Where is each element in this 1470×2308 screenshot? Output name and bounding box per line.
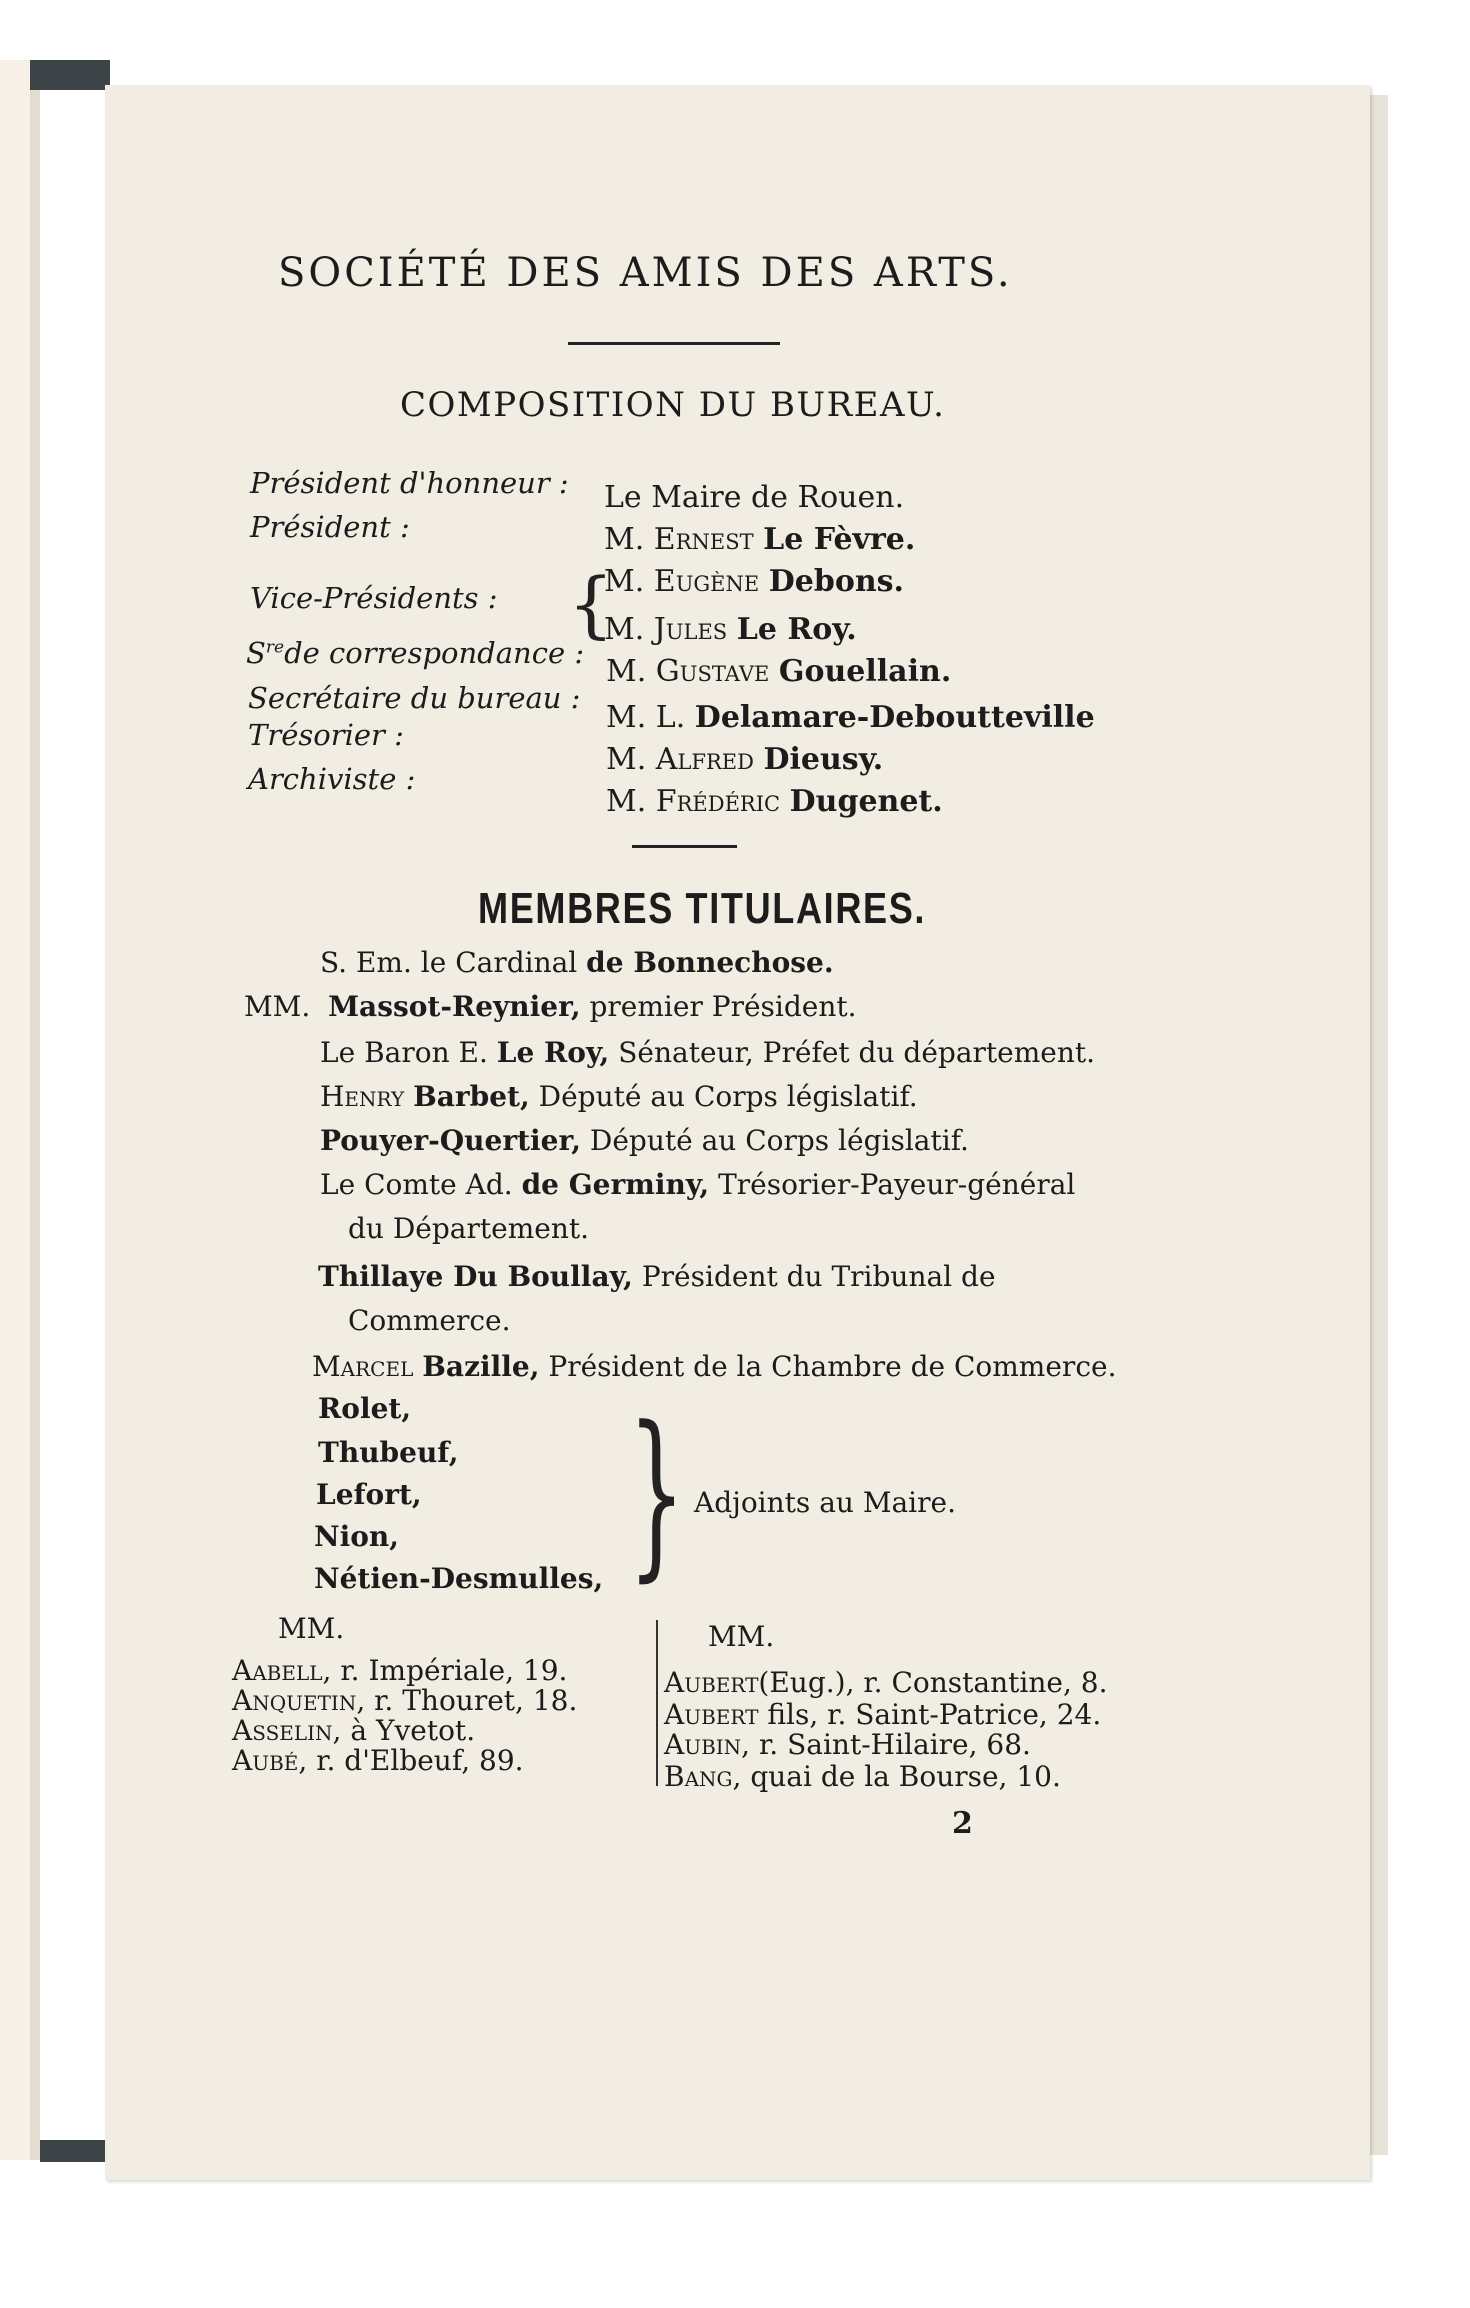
entry-name: Aabell, bbox=[232, 1654, 332, 1687]
entry-address: à Yvetot. bbox=[350, 1714, 476, 1747]
right-entry-2 bbox=[664, 1698, 1101, 1731]
bureau-heading: COMPOSITION DU BUREAU. bbox=[400, 385, 946, 425]
member-cardinal bbox=[320, 946, 834, 979]
bureau-divider bbox=[632, 845, 737, 848]
right-list-header: MM. bbox=[708, 1620, 775, 1653]
member-title: Député au Corps législatif. bbox=[589, 1124, 969, 1157]
name-prefix: M. Alfred bbox=[606, 742, 754, 777]
previous-page-edge bbox=[0, 60, 31, 2160]
right-entry-1 bbox=[664, 1666, 1107, 1699]
member-le-roy bbox=[320, 1036, 1095, 1069]
entry-address: r. Impériale, 19. bbox=[340, 1654, 568, 1687]
name-bureau-secretary bbox=[606, 700, 1095, 735]
member-title: Président du Tribunal de bbox=[641, 1260, 996, 1293]
role-correspondence-secretary bbox=[246, 636, 584, 670]
role-text: de correspondance : bbox=[284, 636, 585, 670]
title-divider bbox=[568, 342, 780, 345]
entry-address: quai de la Bourse, 10. bbox=[750, 1760, 1061, 1793]
role-honorary-president: Président d'honneur : bbox=[250, 466, 569, 500]
role-treasurer: Trésorier : bbox=[248, 718, 404, 752]
member-prefix: Marcel bbox=[312, 1350, 414, 1383]
entry-address: r. Thouret, 18. bbox=[374, 1684, 578, 1717]
member-name: Bazille, bbox=[422, 1350, 540, 1383]
left-list-header: MM. bbox=[278, 1612, 345, 1645]
member-prefix: Le Comte Ad. bbox=[320, 1168, 513, 1201]
role-sup-mark: re bbox=[265, 637, 285, 658]
member-name: Thillaye Du Boullay, bbox=[318, 1260, 633, 1293]
name-honorary-president: Le Maire de Rouen. bbox=[604, 480, 905, 515]
entry-name: Aubert bbox=[664, 1666, 759, 1699]
member-name: Le Roy, bbox=[496, 1036, 610, 1069]
member-name: Pouyer-Quertier, bbox=[320, 1124, 581, 1157]
member-title: Président de la Chambre de Commerce. bbox=[548, 1350, 1117, 1383]
next-page-edge bbox=[1370, 95, 1388, 2155]
name-prefix: M. L. bbox=[606, 700, 686, 735]
name-bold: Gouellain. bbox=[778, 654, 952, 689]
member-title: Député au Corps législatif. bbox=[538, 1080, 918, 1113]
adjoint-nion: Nion, bbox=[314, 1520, 400, 1553]
name-prefix: M. Eugène bbox=[604, 564, 760, 599]
member-name: de Bonnechose. bbox=[586, 946, 834, 979]
member-massot-reynier bbox=[244, 990, 857, 1023]
right-entry-3 bbox=[664, 1728, 1031, 1761]
left-entry-1 bbox=[232, 1654, 567, 1687]
entry-name: Anquetin, bbox=[232, 1684, 366, 1717]
member-thillaye bbox=[318, 1260, 996, 1293]
name-bold: Debons. bbox=[768, 564, 904, 599]
adjoint-rolet: Rolet, bbox=[318, 1392, 412, 1425]
name-bold: Dieusy. bbox=[763, 742, 884, 777]
member-barbet bbox=[320, 1080, 918, 1113]
left-entry-3 bbox=[232, 1714, 475, 1747]
member-prefix: Le Baron E. bbox=[320, 1036, 488, 1069]
role-sup-letter: S bbox=[246, 636, 266, 670]
member-pouyer-quertier bbox=[320, 1124, 969, 1157]
left-entry-4 bbox=[232, 1744, 524, 1777]
member-name: de Germiny, bbox=[521, 1168, 710, 1201]
entry-address: fils, r. Saint-Patrice, 24. bbox=[767, 1698, 1102, 1731]
entry-name: Aubé, bbox=[232, 1744, 308, 1777]
role-bureau-secretary: Secrétaire du bureau : bbox=[248, 681, 581, 715]
binding-top bbox=[30, 60, 110, 90]
society-title: SOCIÉTÉ DES AMIS DES ARTS. bbox=[278, 250, 1013, 296]
member-thillaye-cont: Commerce. bbox=[348, 1304, 511, 1337]
name-vice-president-2 bbox=[604, 612, 857, 647]
entry-address: (Eug.), r. Constantine, 8. bbox=[758, 1666, 1108, 1699]
name-prefix: M. Frédéric bbox=[606, 784, 781, 819]
name-bold: Le Roy. bbox=[736, 612, 857, 647]
name-treasurer bbox=[606, 742, 883, 777]
member-title: Trésorier-Payeur-général bbox=[718, 1168, 1076, 1201]
member-mm: MM. bbox=[244, 990, 311, 1023]
member-prefix: S. Em. le Cardinal bbox=[320, 946, 578, 979]
member-name: Massot-Reynier, bbox=[328, 990, 581, 1023]
adjoints-label: Adjoints au Maire. bbox=[694, 1486, 956, 1519]
role-president: Président : bbox=[250, 510, 410, 544]
entry-address: r. Saint-Hilaire, 68. bbox=[758, 1728, 1031, 1761]
entry-name: Aubin, bbox=[664, 1728, 751, 1761]
column-divider bbox=[656, 1620, 658, 1786]
member-title: Sénateur, Préfet du département. bbox=[618, 1036, 1096, 1069]
name-president bbox=[604, 522, 915, 557]
member-germiny bbox=[320, 1168, 1075, 1201]
name-vice-president-1 bbox=[604, 564, 904, 599]
name-prefix: M. Ernest bbox=[604, 522, 754, 557]
entry-name: Bang, bbox=[664, 1760, 742, 1793]
adjoints-brace: } bbox=[628, 1389, 686, 1598]
name-prefix: M. Gustave bbox=[606, 654, 770, 689]
entry-address: r. d'Elbeuf, 89. bbox=[316, 1744, 524, 1777]
vice-president-brace: { bbox=[568, 562, 614, 646]
adjoint-lefort: Lefort, bbox=[316, 1478, 422, 1511]
name-prefix: M. Jules bbox=[604, 612, 728, 647]
role-vice-presidents: Vice-Présidents : bbox=[250, 581, 498, 615]
member-name: Barbet, bbox=[413, 1080, 530, 1113]
name-bold: Dugenet. bbox=[789, 784, 943, 819]
gutter-shadow bbox=[30, 60, 40, 2160]
member-prefix: Henry bbox=[320, 1080, 405, 1113]
name-bold: Le Fèvre. bbox=[763, 522, 916, 557]
name-bold: Delamare-Deboutteville bbox=[694, 700, 1095, 735]
name-correspondence-secretary bbox=[606, 654, 951, 689]
page-number: 2 bbox=[952, 1806, 973, 1841]
member-germiny-cont: du Département. bbox=[348, 1212, 590, 1245]
adjoint-thubeuf: Thubeuf, bbox=[318, 1436, 459, 1469]
left-entry-2 bbox=[232, 1684, 577, 1717]
name-archivist bbox=[606, 784, 943, 819]
right-entry-4 bbox=[664, 1760, 1061, 1793]
members-heading: MEMBRES TITULAIRES. bbox=[478, 884, 927, 933]
member-bazille bbox=[312, 1350, 1116, 1383]
entry-name: Aubert bbox=[664, 1698, 759, 1731]
binding-bottom bbox=[40, 2140, 110, 2162]
member-title: premier Président. bbox=[589, 990, 857, 1023]
role-archivist: Archiviste : bbox=[248, 762, 416, 796]
adjoint-netien-desmulles: Nétien-Desmulles, bbox=[314, 1562, 604, 1595]
entry-name: Asselin, bbox=[232, 1714, 342, 1747]
